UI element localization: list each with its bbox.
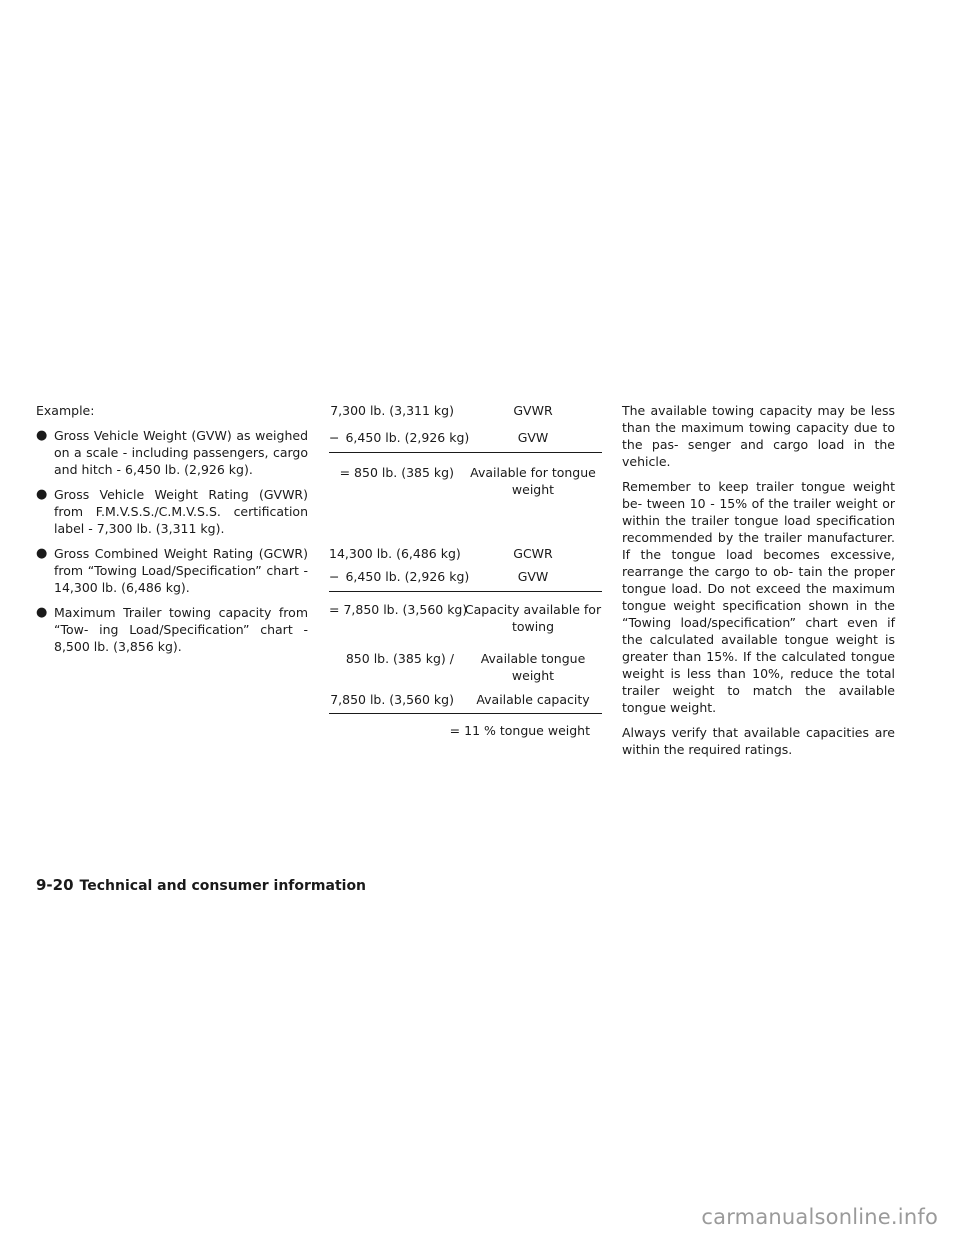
calc-label: Capacity available for towing	[464, 602, 602, 634]
calc-value: 850 lb. (385 kg) /	[345, 651, 454, 666]
calc-row-capacity	[329, 691, 602, 713]
section-title: Technical and consumer information	[79, 878, 367, 894]
calc-label: Available capacity	[476, 692, 590, 707]
calc-row-gvw	[329, 429, 602, 452]
bullet-text: Gross Vehicle Weight Rating (GVWR) from F.M.V.S.S./C.M.V.S.S. certification label - 7,300 lb. (3,311 kg).	[54, 487, 308, 536]
calc-value: − 6,450 lb. (2,926 kg)	[329, 430, 470, 445]
bullet-icon: ●	[36, 605, 48, 620]
calc-label: GVWR	[513, 403, 553, 418]
bullet-icon: ●	[36, 428, 48, 443]
calc-label: GCWR	[513, 546, 553, 561]
watermark: carmanualsonline.info	[701, 1205, 938, 1229]
page-number: 9-20	[36, 876, 74, 894]
divider-line	[329, 713, 602, 714]
bullet-gvwr	[36, 486, 308, 537]
calc-value: = 850 lb. (385 kg)	[339, 465, 454, 480]
calc-row-gcwr	[329, 545, 602, 568]
bullet-icon: ●	[36, 487, 48, 502]
bullet-text: Maximum Trailer towing capacity from “Tow- ing Load/Specification” chart - 8,500 lb. (3,856 kg).	[54, 605, 308, 654]
bullet-max-towing	[36, 604, 308, 655]
calc-row-gvwr	[329, 402, 602, 429]
calc-value: − 6,450 lb. (2,926 kg)	[329, 569, 470, 584]
calc-label: GVW	[517, 569, 549, 584]
calc-row-tongue-ratio	[329, 650, 602, 691]
minus-sign: −	[329, 569, 340, 584]
bullet-gcwr	[36, 545, 308, 596]
calc-value: = 7,850 lb. (3,560 kg)	[329, 602, 468, 617]
calc-row-towing-capacity	[329, 592, 602, 650]
example-column	[36, 402, 308, 663]
calc-label: GVW	[517, 430, 549, 445]
calculation-table	[329, 402, 602, 739]
calc-label: Available for tongue weight	[470, 465, 596, 497]
example-heading: Example:	[36, 403, 95, 418]
page-footer	[36, 876, 366, 894]
calc-row-tongue-available	[329, 453, 602, 545]
calc-value: 7,300 lb. (3,311 kg)	[330, 403, 454, 418]
bullet-gvw	[36, 427, 308, 478]
calc-label: Available tongue weight	[480, 651, 586, 683]
explanation-column	[622, 402, 895, 766]
bullet-icon: ●	[36, 546, 48, 561]
calc-value: 14,300 lb. (6,486 kg)	[329, 546, 461, 561]
paragraph-verify: Always verify that available capacities are within the required ratings.	[622, 725, 895, 757]
paragraph-tongue-weight: Remember to keep trailer tongue weight be- tween 10 - 15% of the trailer weight or within the trailer tongue load specification recommended by the trailer manufacturer. If the tongue load becomes excessive, rearrange the cargo to ob- tain the proper tongue load. Do not exceed the maximum tongue weight specification shown in the “Towing load/specification” chart even if the calculated available tongue weight is greater than 15%. If the calculated tongue weight is less than 10%, reduce the total trailer weight to match the available tongue weight.	[622, 479, 895, 715]
bullet-text: Gross Vehicle Weight (GVW) as weighed on a scale - including passengers, cargo and hitch - 6,450 lb. (2,926 kg).	[54, 428, 308, 477]
calc-value: 7,850 lb. (3,560 kg)	[330, 692, 454, 707]
paragraph-capacity-note: The available towing capacity may be less than the maximum towing capacity due to the pas- senger and cargo load in the vehicle.	[622, 403, 895, 469]
minus-sign: −	[329, 430, 340, 445]
bullet-text: Gross Combined Weight Rating (GCWR) from “Towing Load/Specification” chart - 14,300 lb. (6,486 kg).	[54, 546, 308, 595]
calc-result: = 11 % tongue weight	[449, 723, 590, 738]
calc-row-gvw-2	[329, 568, 602, 591]
